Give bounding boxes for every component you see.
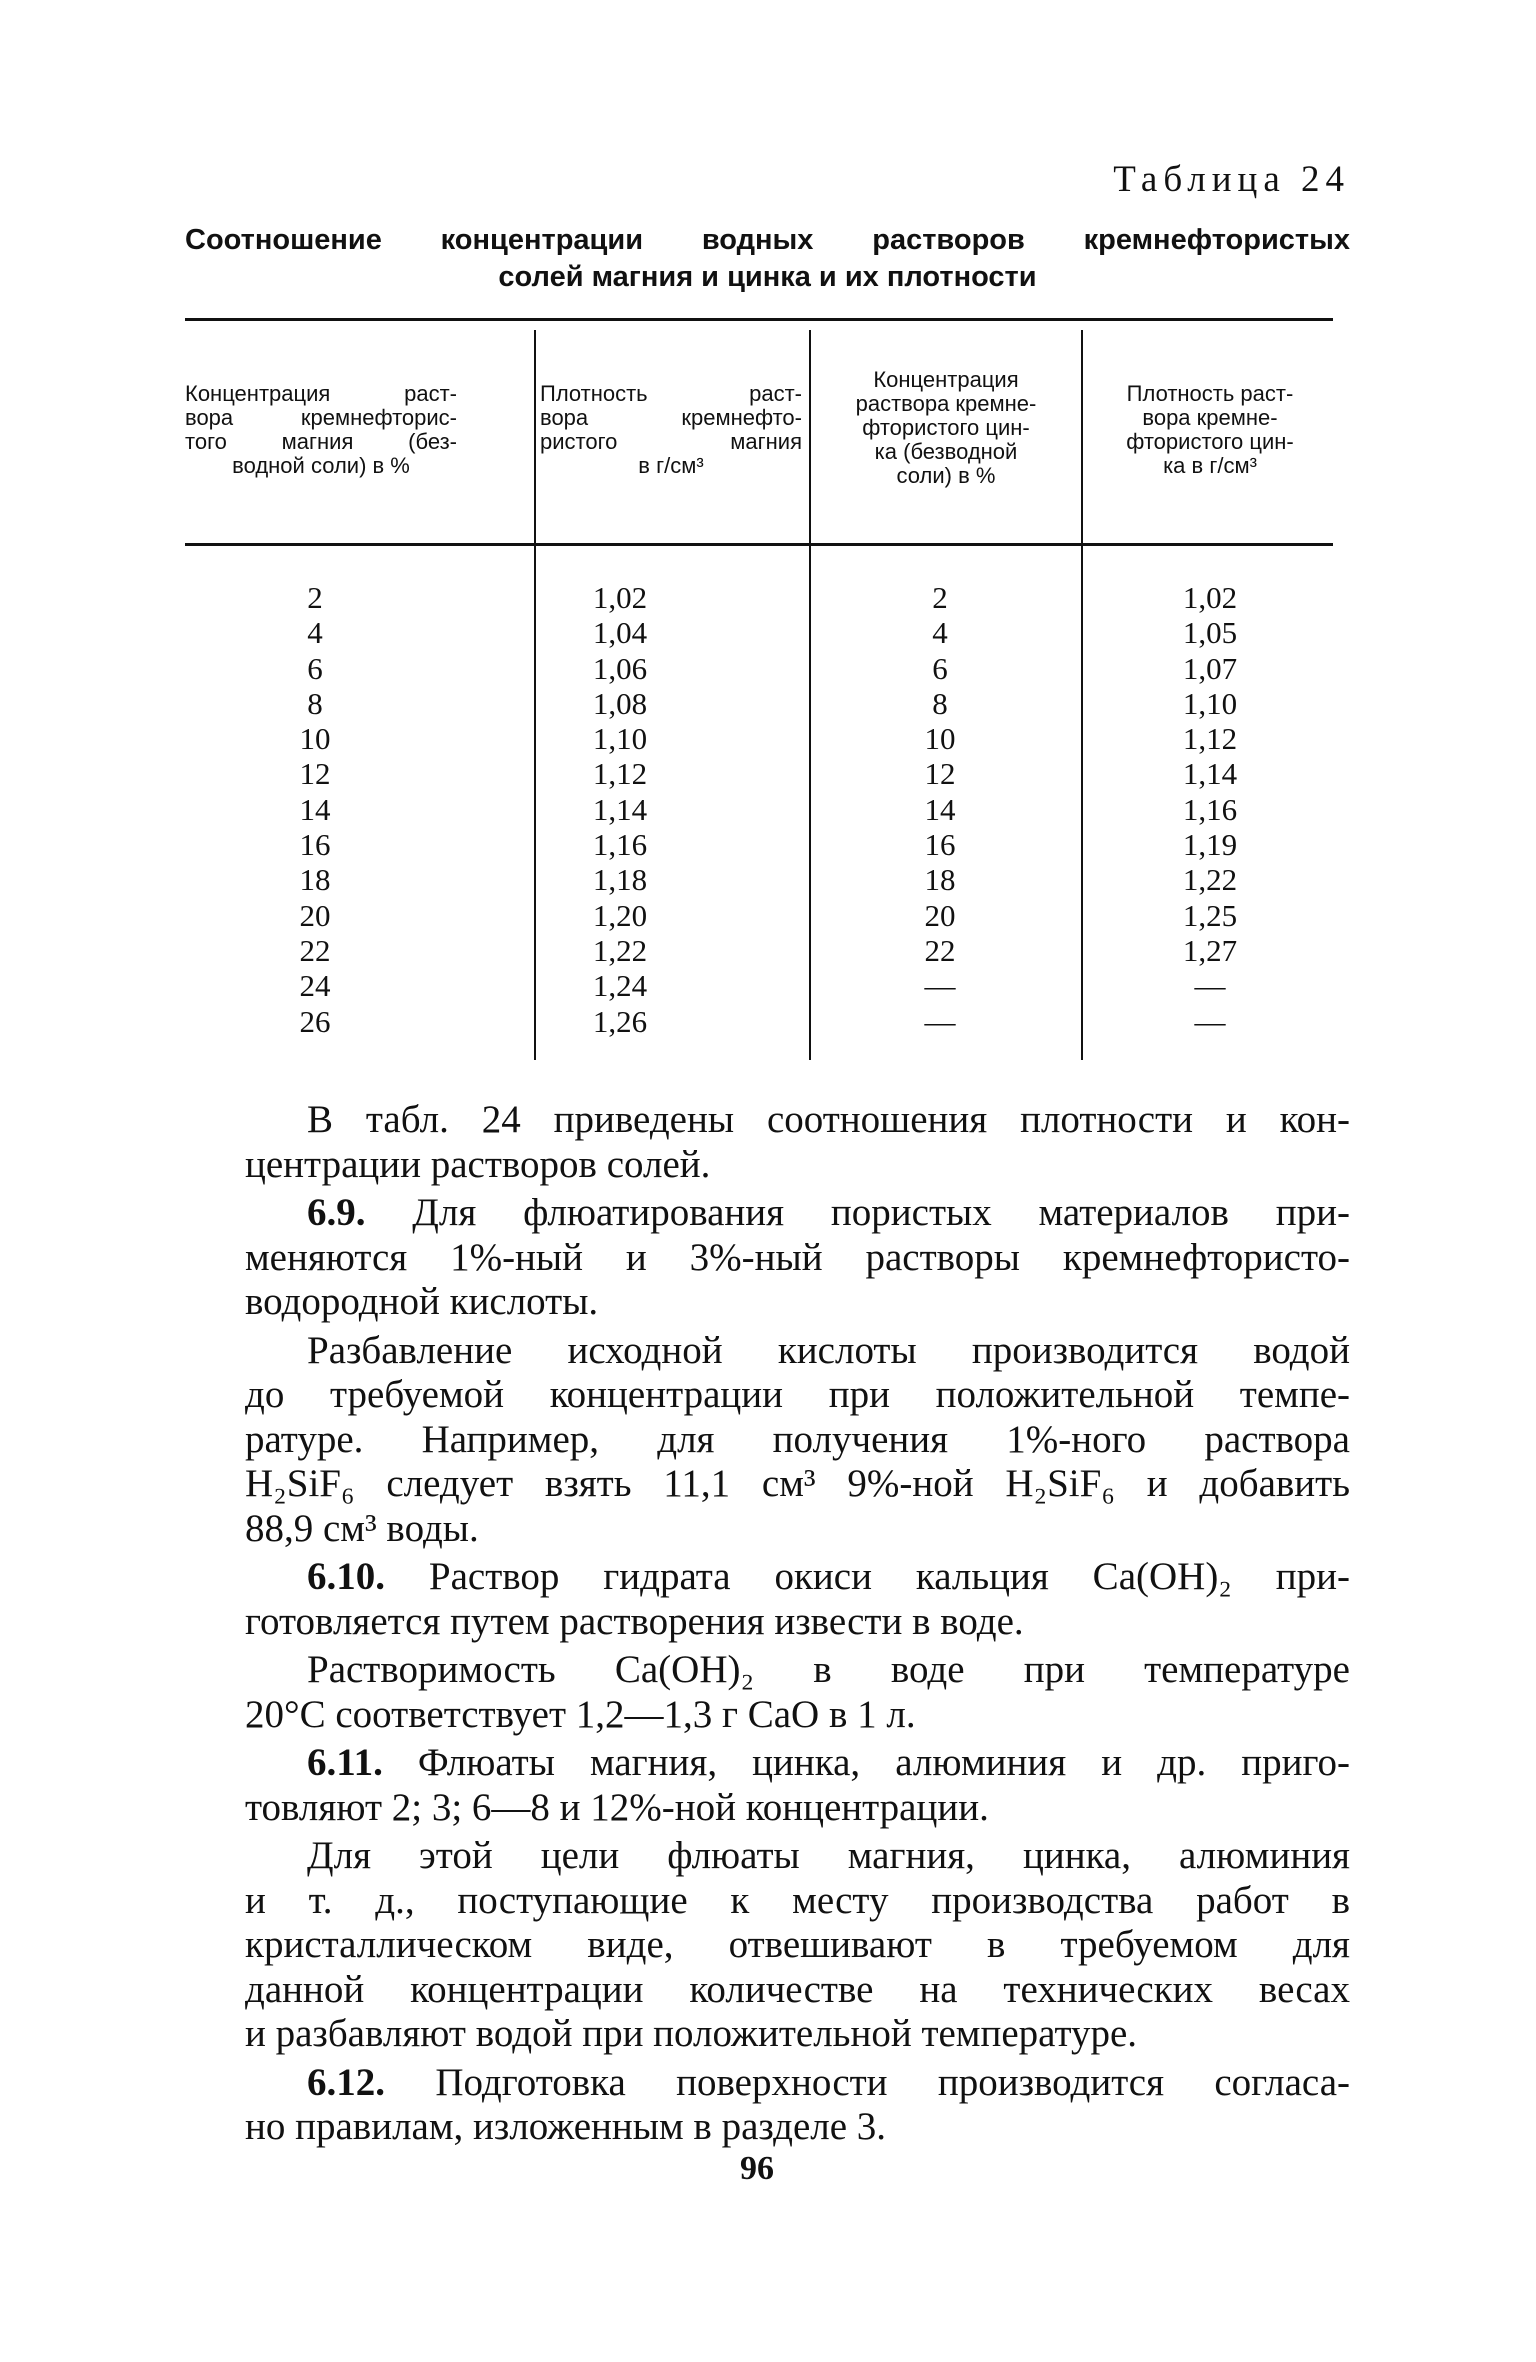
table-cell: 1,26 — [592, 1003, 648, 1039]
text-line — [245, 1693, 1350, 1738]
line-text: меняются 1%-ный и 3%-ный растворы кремнефтористо- — [245, 1235, 1350, 1279]
table-cell: 1,18 — [592, 862, 648, 898]
table-cell: 1,20 — [592, 897, 648, 933]
text-line — [245, 1329, 1350, 1374]
table-cell: 12 — [924, 756, 956, 792]
table-cell: 1,22 — [1182, 862, 1238, 898]
text-line — [245, 1236, 1350, 1281]
table-cell: 2 — [307, 580, 323, 615]
caption-line: солей магния и цинка и их плотности — [498, 261, 1037, 293]
line-text: Для флюатирования пористых материалов при- — [412, 1191, 1350, 1234]
column-header — [540, 382, 802, 478]
text-line — [245, 1143, 1350, 1188]
paragraph — [245, 1648, 1350, 1737]
table-cell: 20 — [299, 897, 331, 933]
table-cell: 16 — [299, 827, 331, 863]
section-number: 6.10. — [307, 1555, 385, 1598]
table-cell: 10 — [924, 721, 956, 757]
line-text: кристаллическом виде, отвешивают в требуемом для — [245, 1923, 1350, 1966]
table-cell: 1,22 — [592, 932, 648, 968]
line-text: и т. д., поступающие к месту производства работ в — [245, 1878, 1350, 1922]
line-text: В табл. 24 приведены соотношения плотности и кон- — [307, 1098, 1350, 1141]
table-cell: 1,14 — [1182, 756, 1238, 792]
table-cell: 6 — [307, 650, 323, 686]
header-line: ка в г/см³ — [1163, 453, 1257, 478]
table-cell: 1,16 — [1182, 791, 1238, 827]
text-line — [245, 1648, 1350, 1693]
section-number: 6.12. — [307, 2060, 385, 2104]
table-cell: 12 — [299, 756, 331, 792]
table-label: Таблица 24 — [1113, 159, 1350, 200]
text-line — [245, 1834, 1350, 1879]
header-line: вора кремне- — [1142, 405, 1278, 430]
text-line — [245, 1555, 1350, 1600]
line-text: H₂SiF₆ следует взять 11,1 см³ 9%-ной H₂SiF₆ и добавить — [245, 1462, 1350, 1505]
section-number: 6.11. — [307, 1741, 383, 1784]
line-text: товляют 2; 3; 6—8 и 12%-ной концентрации. — [245, 1785, 989, 1829]
table-cell: 16 — [924, 827, 956, 863]
header-line: соли) в % — [896, 463, 996, 488]
table-cell: 1,08 — [592, 685, 648, 721]
header-line: Концентрация — [873, 367, 1019, 392]
paragraph — [245, 1834, 1350, 2057]
paragraph — [245, 1329, 1350, 1552]
column-header — [185, 382, 457, 478]
table-cell: 10 — [299, 721, 331, 757]
header-line: вора кремнефто- — [540, 405, 802, 430]
header-line: ристого магния — [540, 429, 802, 454]
line-text: водородной кислоты. — [245, 1280, 599, 1323]
section-number: 6.9. — [307, 1191, 366, 1234]
text-line — [245, 1741, 1350, 1786]
table-cell: 1,25 — [1182, 897, 1238, 933]
table-cell: — — [924, 1003, 956, 1039]
text-line — [245, 1280, 1350, 1325]
text-line — [245, 2012, 1350, 2057]
table-cell: 18 — [924, 862, 956, 898]
line-text: 88,9 см³ воды. — [245, 1506, 479, 1550]
line-text: Флюаты магния, цинка, алюминия и др. приго- — [417, 1741, 1351, 1784]
table-cell: 1,24 — [592, 968, 648, 1004]
line-text: ратуре. Например, для получения 1%-ного раствора — [245, 1417, 1350, 1461]
text-line — [245, 1600, 1350, 1645]
table-cell: 1,27 — [1182, 932, 1238, 968]
header-line: фтористого цин- — [862, 415, 1030, 440]
table-cell: 1,19 — [1182, 827, 1238, 863]
text-line — [245, 1418, 1350, 1463]
column-header — [1090, 382, 1330, 478]
text-line — [245, 1968, 1350, 2013]
table-column — [1150, 580, 1270, 1039]
table-cell: 20 — [924, 897, 956, 933]
line-text: центрации растворов солей. — [245, 1142, 711, 1186]
text-line — [245, 1786, 1350, 1831]
table-cell: 18 — [299, 862, 331, 898]
table-cell: 22 — [299, 932, 331, 968]
table-cell: 14 — [924, 791, 956, 827]
line-text: Раствор гидрата окиси кальция Ca(OH)₂ при- — [428, 1555, 1351, 1598]
table-cell: 1,10 — [1182, 685, 1238, 721]
text-line — [245, 1462, 1350, 1507]
table-cell: 1,05 — [1182, 615, 1238, 651]
text-line — [245, 1879, 1350, 1924]
column-divider — [1081, 330, 1083, 1060]
table-cell: 2 — [932, 580, 948, 615]
table-cell: 1,02 — [1182, 580, 1238, 615]
line-text: готовляется путем растворения извести в воде. — [245, 1599, 1024, 1643]
table-cell: — — [1194, 1003, 1226, 1039]
line-text: до требуемой концентрации при положительной темпе- — [245, 1373, 1350, 1416]
text-line — [245, 1098, 1350, 1143]
header-line: в г/см³ — [638, 453, 704, 478]
table-cell: 1,12 — [592, 756, 648, 792]
header-line: Плотность раст- — [540, 381, 802, 406]
body-text — [245, 1098, 1350, 2154]
table-cell: 26 — [299, 1003, 331, 1039]
text-line — [245, 2105, 1350, 2150]
table-cell: 1,02 — [592, 580, 648, 615]
table-cell: 6 — [932, 650, 948, 686]
table-column — [560, 580, 680, 1039]
header-line: раствора кремне- — [855, 391, 1037, 416]
line-text: и разбавляют водой при положительной температуре. — [245, 2012, 1138, 2055]
caption-line: Соотношение концентрации водных растворов кремнефтористых — [185, 224, 1350, 256]
table-column — [250, 580, 380, 1039]
header-line: Плотность раст- — [1126, 381, 1294, 406]
table-cell: — — [924, 968, 956, 1004]
header-line: Концентрация раст- — [185, 381, 457, 406]
paragraph — [245, 1098, 1350, 1187]
line-text: но правилам, изложенным в разделе 3. — [245, 2105, 887, 2148]
line-text: Для этой цели флюаты магния, цинка, алюминия — [307, 1834, 1350, 1877]
paragraph — [245, 1191, 1350, 1325]
table-cell: 14 — [299, 791, 331, 827]
table-cell: 4 — [307, 615, 323, 651]
column-divider — [809, 330, 811, 1060]
table-cell: 1,12 — [1182, 721, 1238, 757]
line-text: Растворимость Ca(OH)₂ в воде при температуре — [307, 1648, 1350, 1691]
text-line — [245, 1373, 1350, 1418]
page-number: 96 — [740, 2150, 774, 2187]
header-line: водной соли) в % — [232, 453, 410, 478]
table-caption — [185, 222, 1350, 296]
table-cell: 24 — [299, 968, 331, 1004]
table-column — [880, 580, 1000, 1039]
table-cell: 1,04 — [592, 615, 648, 651]
table-cell: 8 — [307, 685, 323, 721]
line-text: Подготовка поверхности производится согласа- — [435, 2060, 1351, 2104]
table-top-rule — [185, 318, 1333, 321]
text-line — [245, 1507, 1350, 1552]
table-cell: 1,07 — [1182, 650, 1238, 686]
line-text: Разбавление исходной кислоты производится водой — [307, 1328, 1350, 1372]
header-line: фтористого цин- — [1126, 429, 1294, 454]
paragraph — [245, 1741, 1350, 1830]
line-text: данной концентрации количестве на технических весах — [245, 1967, 1350, 2011]
paragraph — [245, 2061, 1350, 2150]
table-cell: 1,06 — [592, 650, 648, 686]
column-divider — [534, 330, 536, 1060]
table-header-rule — [185, 543, 1333, 546]
table-cell: 8 — [932, 685, 948, 721]
table-cell: 1,16 — [592, 827, 648, 863]
text-line — [245, 2061, 1350, 2106]
text-line — [245, 1923, 1350, 1968]
header-line: вора кремнефторис- — [185, 405, 457, 430]
line-text: 20°С соответствует 1,2—1,3 г CaO в 1 л. — [245, 1692, 916, 1736]
table-cell: 22 — [924, 932, 956, 968]
paragraph — [245, 1555, 1350, 1644]
table-cell: 1,14 — [592, 791, 648, 827]
column-header — [815, 368, 1077, 488]
table-cell: 1,10 — [592, 721, 648, 757]
table-cell: — — [1194, 968, 1226, 1004]
header-line: того магния (без- — [185, 429, 457, 454]
header-line: ка (безводной — [874, 439, 1018, 464]
table-cell: 4 — [932, 615, 948, 651]
text-line — [245, 1191, 1350, 1236]
